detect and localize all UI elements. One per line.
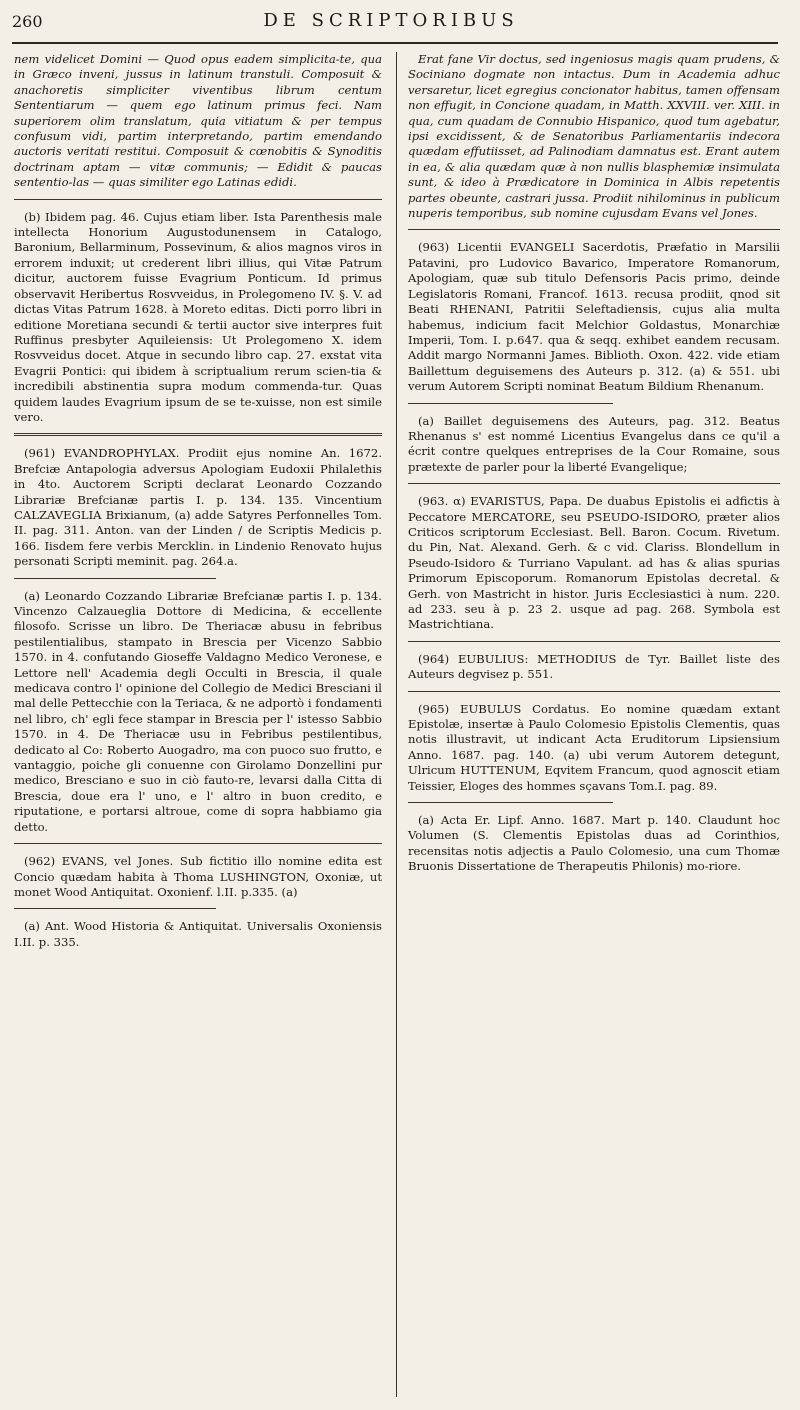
left-paragraph-1: nem videlicet Domini — Quod opus eadem simplicita-te, qua in Græco inveni, jussus in latinum transtuli. Composuit & anachoretis simpliciter viventibus librum centum Sententiarum — quem ego latinum primus feci. Nam superiorem olim translatum, quia vitiatum & per tempus confusum vidi, partim interpretando, partim emendando auctoris veritati restitui. Composuit & cœnobitis & Synoditis doctrinam aptam — vitæ communis; — Edidit & paucas sententio-las — quas similiter ego Latinas edidi. — [14, 52, 382, 190]
separator-rule — [408, 802, 613, 803]
page-number: 260 — [12, 12, 43, 31]
running-title: DE SCRIPTORIBUS — [263, 10, 519, 31]
left-footnote-962a: (a) Ant. Wood Historia & Antiquitat. Universalis Oxoniensis I.II. p. 335. — [14, 919, 382, 949]
left-column — [14, 52, 382, 956]
entry-964: (964) EUBULIUS: METHODIUS de Tyr. Baillet liste des Auteurs degvisez p. 551. — [408, 651, 780, 682]
column-divider — [396, 52, 397, 1397]
separator-rule — [408, 403, 613, 404]
separator-rule — [14, 433, 382, 436]
left-footnote-b: (b) Ibidem pag. 46. Cujus etiam liber. Ista Parenthesis male intellecta Honorium Augustodunensem in Catalogo, Baronium, Bellarminum, Possevinum, & alios magnos viros in errorem induxit; ut crederent libri illius, qui Vitæ Patrum dicitur, auctorem fuisse Evagrium Ponticum. Id primus observavit Heribertus Rosvveidus, in Prolegomeno IV. §. V. ad dictas Vitas Patrum 1628. à Moreto editas. Dicti porro libri in editione Moretiana secundi & tertii auctor sive interpres fuit Ruffinus presbyter Aquileiensis: Ut Prolegomeno X. idem Rosvveidus docet. Atque in secundo libro cap. 27. exstat vita Evagrii Pontici: qui ibidem à scriptualium rerum scien-tia & incredibili abstinentia supra modum commenda-tur. Quas quidem laudes Evagrium ipsum de se te-xuisse, non est simile vero. — [14, 209, 382, 424]
entry-961: (961) EVANDROPHYLAX. Prodiit ejus nomine An. 1672. Brefciæ Antapologia adversus Apologiam Eudoxii Philalethis in 4to. Auctorem Scripti declarat Leonardo Cozzando Librariæ Brefcianæ partis I. p. 134. 135. Vincentium CALZAVEGLIA Brixianum, (a) adde Satyres Perfonnelles Tom. II. pag. 311. Anton. van der Linden / de Scriptis Medicis p. 166. Iisdem fere verbis Mercklin. in Lindenio Renovato hujus personati Scripti meminit. pag. 264.a. — [14, 446, 382, 569]
entry-963: (963) Licentii EVANGELI Sacerdotis, Præfatio in Marsilii Patavini, pro Ludovico Bavarico, Imperatore Romanorum, Apologiam, quæ sub titulo Defensoris Pacis primo, deinde Legislatoris Romani, Francof. 1613. recusa prodiit, qnod sit Beati RHENANI, Patritii Seleftadiensis, cujus alia multa habemus, indicium facit Melchior Goldastus, Monarchiæ Imperii, Tom. I. p.647. qua & seqq. exhibet eandem recusam. Addit margo Normanni James. Biblioth. Oxon. 422. vide etiam Baillettum deguisemens des Auteurs p. 312. (a) & 551. ubi verum Autorem Scripti nominat Beatum Bildium Rhenanum. — [408, 240, 780, 394]
page-header — [12, 10, 770, 40]
separator-rule — [408, 229, 780, 230]
separator-rule — [14, 908, 216, 909]
right-paragraph-1: Erat fane Vir doctus, sed ingeniosus magis quam prudens, & Sociniano dogmate non intactus. Dum in Academia adhuc versaretur, licet egregius concionator habitus, tamen offensam non effugit, in Concione quadam, in Matth. XXVIII. ver. XIII. in qua, cum quadam de Connubio Hispanico, quod tum agebatur, ipsi excidissent, & de Senatoribus Parliamentariis indecora quædam effutiisset, ad Palinodiam damnatus est. Erant autem in ea, & alia quædam quæ à non nullis blasphemiæ insimulata sunt, & ideo à Prædicatore in Dominica in Albis repetentis partes obeunte, castrari jussa. Prodiit nihilominus in publicum nuperis temporibus, sub nomine cujusdam Evans vel Jones. — [408, 52, 780, 221]
separator-rule — [14, 199, 382, 200]
separator-rule — [408, 641, 780, 642]
header-rule — [12, 42, 778, 44]
entry-962: (962) EVANS, vel Jones. Sub fictitio illo nomine edita est Concio quædam habita à Thoma LUSHINGTON, Oxoniæ, ut monet Wood Antiquitat. Oxonienf. l.II. p.335. (a) — [14, 854, 382, 899]
separator-rule — [14, 843, 382, 844]
separator-rule — [14, 578, 216, 579]
separator-rule — [408, 483, 780, 484]
right-footnote-965a: (a) Acta Er. Lipf. Anno. 1687. Mart p. 140. Claudunt hoc Volumen (S. Clementis Epistolas duas ad Corinthios, recensitas notis adjectis a Paulo Colomesio, una cum Thomæ Bruonis Dissertatione de Therapeutis Philonis) mo-riore. — [408, 813, 780, 874]
entry-965: (965) EUBULUS Cordatus. Eo nomine quædam extant Epistolæ, insertæ à Paulo Colomesio Epistolis Clementis, quas notis illustravit, ut indicant Acta Eruditorum Lipsiensium Anno. 1687. pag. 140. (a) ubi verum Autorem detegunt, Ulricum HUTTENUM, Eqvitem Francum, quod agnoscit etiam Teissier, Eloges des hommes sçavans Tom.I. pag. 89. — [408, 701, 780, 793]
entry-963-alpha: (963. α) EVARISTUS, Papa. De duabus Epistolis ei adfictis à Peccatore MERCATORE, seu PSEUDO-ISIDORO, præter alios Criticos scriptorum Ecclesiast. Bell. Baron. Cocum. Rivetum. du Pin, Nat. Alexand. Gerh. & c vid. Clariss. Blondellum in Pseudo-Isidoro & Turriano Vapulant. ad has & alias spurias Primorum Episcoporum. Romanorum Epistolas decretal. & Gerh. von Mastricht in histor. Juris Ecclesiastici à num. 220. ad 233. seu à p. 23 2. usque ad pag. 268. Symbola est Mastrichtiana. — [408, 494, 780, 632]
left-footnote-961a: (a) Leonardo Cozzando Librariæ Brefcianæ partis I. p. 134. Vincenzo Calzaueglia Dottore di Medicina, & eccellente filosofo. Scrisse un libro. De Theriacæ abusu in febribus pestilentialibus, stampato in Brescia per Vicenzo Sabbio 1570. in 4. confutando Gioseffe Valdagno Medico Veronese, e Lettore nell' Academia degli Occulti in Brescia, il quale medicava contro l' opinione del Collegio de Medici Bresciani il mal delle Pettecchie con la Teriaca, & ne adportò i fondamenti nel libro, ch' egli fece stampar in Brescia per l' istesso Sabbio 1570. in 4. De Theriacæ usu in Febribus pestilentibus, dedicato al Co: Roberto Auogadro, ma con puoco suo frutto, e vantaggio, poiche gli conuenne con Girolamo Donzellini pur medico, Bresciano e suo in ciò fauto-re, levarsi dalla Citta di Brescia, doue era l' uno, e l' altro in buon credito, e riputatione, e portarsi altroue, come di sopra habbiamo gia detto. — [14, 588, 382, 834]
right-column — [408, 52, 780, 881]
right-footnote-963a: (a) Baillet deguisemens des Auteurs, pag. 312. Beatus Rhenanus s' est nommé Licentius Evangelus dans ce qu'il a écrit contre quelques entreprises de la Cour Romaine, sous prætexte de parler pour la liberté Evangelique; — [408, 413, 780, 474]
separator-rule — [408, 691, 780, 692]
